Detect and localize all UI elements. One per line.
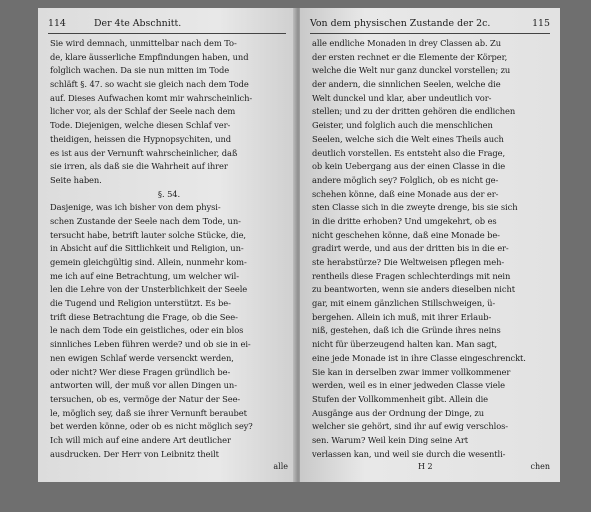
text-line: ob kein Uebergang aus der einen Classe in die — [312, 161, 506, 172]
text-line: ste herabstürze? Die Weltweisen pflegen meh- — [312, 257, 505, 267]
text-line: licher vor, als der Schlaf der Seele nach dem — [50, 106, 236, 117]
text-line: der andern, die sinnlichen Seelen, welche die — [312, 79, 501, 90]
text-line: Stufen der Vollkommenheit gibt. Allein die — [312, 393, 488, 404]
text-line: in Absicht auf die Sittlichkeit und Religion, un- — [50, 243, 244, 254]
text-line: antworten will, der muß vor allen Dingen un- — [50, 380, 237, 391]
text-line: gemein gleichgültig sind. Allein, nunmehr kom- — [50, 257, 247, 267]
text-line: schläft §. 47. so wacht sie gleich nach dem Tode — [50, 79, 249, 90]
text-line: Ich will mich auf eine andere Art deutlicher — [50, 434, 231, 445]
text-line: zu beantworten, wenn sie anders dieselben nicht — [312, 284, 515, 295]
text-line: verlassen kan, und weil sie durch die wesentli- — [312, 448, 506, 459]
text-line: Geister, und folglich auch die menschlichen — [312, 120, 493, 131]
text-line: es ist aus der Vernunft wahrscheinlicher, daß — [50, 147, 238, 158]
right-page — [300, 8, 560, 482]
text-line: alle endliche Monaden in drey Classen ab. Zu — [312, 38, 502, 48]
text-line: theidigen, heissen die Hypnopsychiten, und — [50, 133, 232, 144]
text-line: in die dritte erhoben? Und umgekehrt, ob es — [312, 215, 497, 226]
text-line: sen. Warum? Weil kein Ding seine Art — [312, 434, 468, 445]
text-line: Dasjenige, was ich bisher von dem physi- — [50, 202, 221, 213]
text-line: Sie wird demnach, unmittelbar nach dem To- — [50, 38, 237, 48]
text-line: sten Classe sich in die zweyte drenge, bis sie sich — [312, 202, 518, 213]
text-line: Seelen, welche sich die Welt eines Theils auch — [312, 133, 504, 144]
running-title: Von dem physischen Zustande der 2c. — [310, 18, 491, 29]
left-page-header — [48, 18, 286, 32]
text-line: de, klare äusserliche Empfindungen haben, und — [50, 51, 249, 62]
text-line: welche die Welt nur ganz dunckel vorstellen; zu — [312, 65, 511, 76]
text-line: deutlich vorstellen. Es entsteht also die Frage, — [312, 147, 506, 158]
left-page — [38, 8, 296, 482]
signature-mark: H 2 — [418, 462, 433, 471]
text-line: gradirt werde, und aus der dritten bis in die er- — [312, 243, 509, 254]
text-line: nicht für überzeugend halten kan. Man sagt, — [312, 339, 498, 350]
text-line: ausdrucken. Der Herr von Leibnitz theilt — [50, 448, 219, 459]
text-line: sinnliches Leben führen werde? und ob sie in ei- — [50, 339, 251, 350]
text-line: Tode. Diejenigen, welche diesen Schlaf ver- — [50, 120, 231, 131]
right-page-text — [312, 37, 552, 461]
left-page-text — [50, 37, 288, 461]
text-line: nen ewigen Schlaf werde versenckt werden, — [50, 352, 234, 363]
text-line: trift diese Betrachtung die Frage, ob die See- — [50, 311, 238, 322]
running-title: Der 4te Abschnitt. — [94, 18, 182, 29]
catchword: chen — [530, 462, 550, 471]
page-number: 115 — [532, 18, 550, 29]
text-line: andere möglich sey? Folglich, ob es nicht ge- — [312, 174, 499, 185]
page-number: 114 — [48, 18, 66, 29]
text-line: welcher sie gehört, sind ihr auf ewig verschlos- — [312, 421, 509, 432]
text-line: niß, gestehen, daß ich die Gründe ihres neins — [312, 325, 501, 336]
text-line: die Tugend und Religion unterstützt. Es be- — [50, 298, 231, 309]
text-line: bet werden könne, oder ob es nicht möglich sey? — [50, 421, 253, 432]
text-line: le nach dem Tode ein geistliches, oder ein blos — [50, 325, 244, 336]
text-line: schen Zustande der Seele nach dem Tode, un- — [50, 215, 241, 226]
text-line: tersucht habe, betrift lauter solche Stücke, die, — [50, 229, 246, 240]
right-page-header — [310, 18, 550, 32]
text-line: stellen; und zu der dritten gehören die endlichen — [312, 106, 516, 117]
text-line: oder nicht? Wer diese Fragen gründlich be- — [50, 366, 231, 377]
text-line: Sie kan in derselben zwar immer vollkommener — [312, 366, 511, 377]
text-line: rentheils diese Fragen schlechterdings mit nein — [312, 270, 511, 281]
text-line: folglich wachen. Da sie nun mitten im Tode — [50, 65, 230, 76]
text-line: nicht geschehen könne, daß eine Monade be- — [312, 229, 500, 240]
text-line: sie irren, als daß sie die Wahrheit auf ihrer — [50, 161, 228, 172]
header-rule — [310, 33, 550, 34]
section-heading: §. 54. — [157, 188, 181, 199]
text-line: Welt dunckel und klar, aber undeutlich vor- — [312, 92, 492, 103]
text-line: tersuchen, ob es, vermöge der Natur der See- — [50, 393, 241, 404]
text-line: len die Lehre von der Unsterblichkeit der Seele — [50, 284, 248, 295]
text-line: bergehen. Allein ich muß, mit ihrer Erlaub- — [312, 311, 492, 322]
text-line: auf. Dieses Aufwachen komt mir wahrscheinlich- — [50, 92, 253, 103]
text-line: gar, mit einem gänzlichen Stillschweigen, ü- — [312, 298, 496, 309]
book-spread — [38, 8, 560, 482]
text-line: Ausgänge aus der Ordnung der Dinge, zu — [312, 407, 484, 418]
text-line: le, möglich sey, daß sie ihrer Vernunft beraubet — [50, 407, 247, 418]
text-line: der ersten rechnet er die Elemente der Körper, — [312, 51, 508, 62]
text-line: werden, weil es in einer jedweden Classe viele — [312, 380, 505, 391]
catchword: alle — [273, 462, 288, 471]
text-line: eine jede Monade ist in ihre Classe eingeschrenckt. — [312, 352, 526, 363]
text-line: schehen könne, daß eine Monade aus der er- — [312, 188, 499, 199]
text-line: Seite haben. — [50, 174, 102, 185]
header-rule — [48, 33, 286, 34]
text-line: me ich auf eine Betrachtung, um welcher wil- — [50, 270, 239, 281]
